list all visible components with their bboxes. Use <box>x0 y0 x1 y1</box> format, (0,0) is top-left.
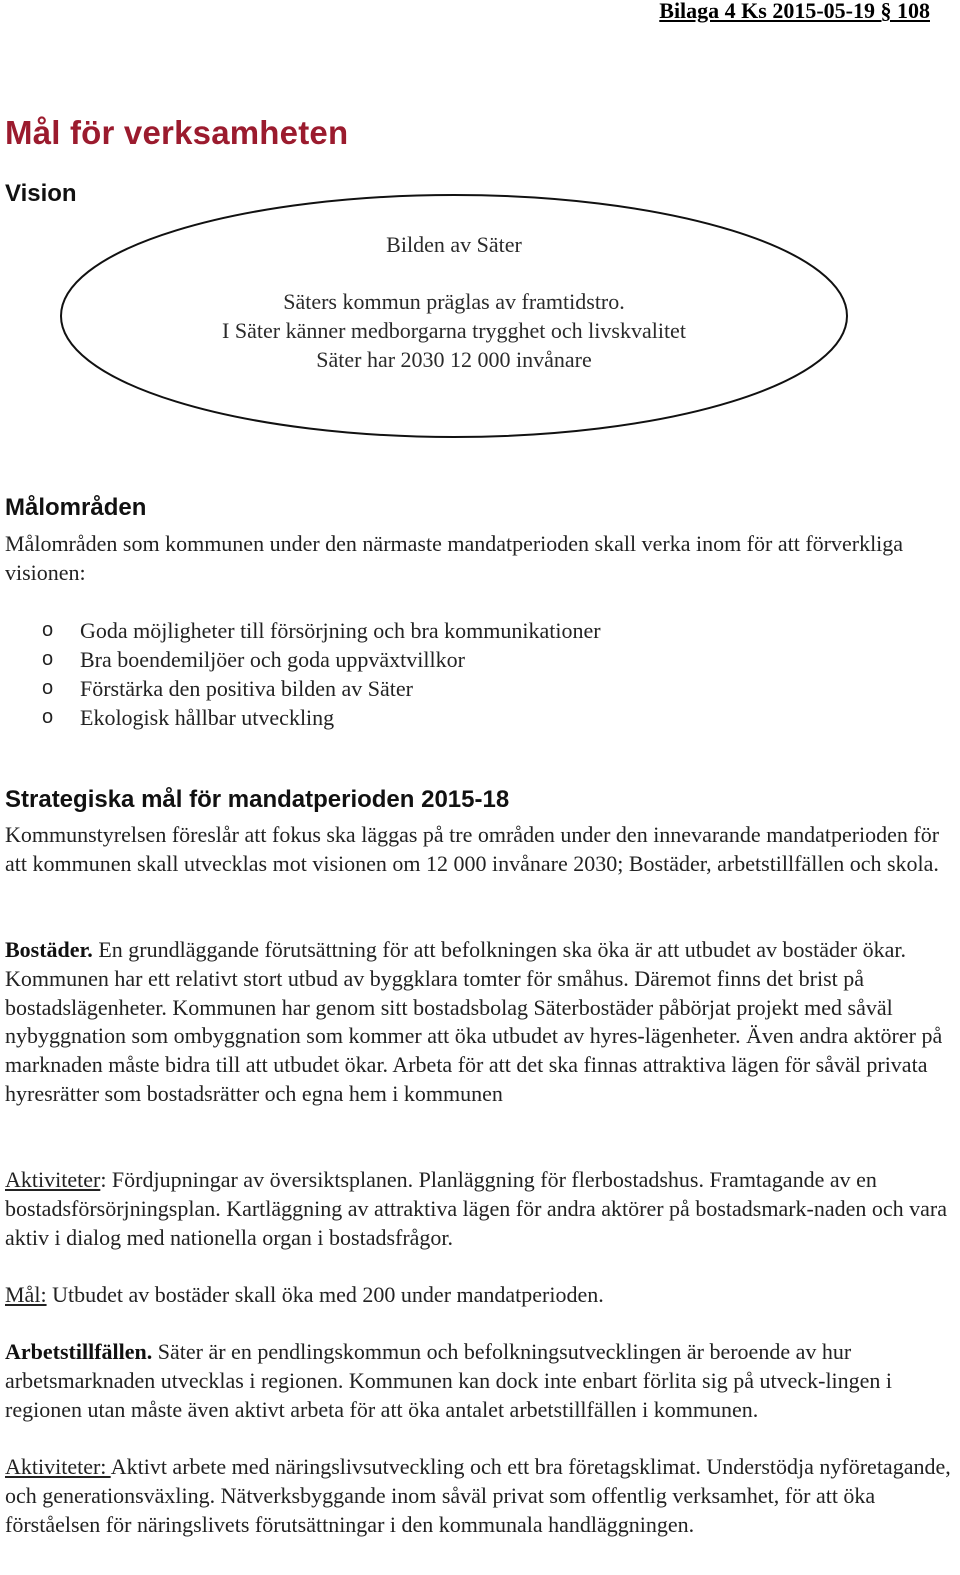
jobs-paragraph <box>5 1338 955 1424</box>
list-item-text: Ekologisk hållbar utveckling <box>80 705 335 730</box>
vision-line: Säters kommun präglas av framtidstro. <box>283 289 625 314</box>
malomraden-intro: Målområden som kommunen under den närmaste mandatperioden skall verka inom för att förverkliga visionen: <box>5 531 904 585</box>
housing-paragraph <box>5 936 955 1109</box>
list-item-text: Bra boendemiljöer och goda uppväxtvillkor <box>80 647 465 672</box>
goal-lead: Mål: <box>5 1282 47 1307</box>
activities-lead: Aktiviteter: <box>5 1454 111 1479</box>
activities-text: : Fördjupningar av översiktsplanen. Planläggning för flerbostadshus. Framtagande av en bostadsförsörjningsplan. Kartläggning av attraktiva lägen för andra aktörer på bostadsmark-naden och vara aktiv i dialog med nationella organ i bostadsfrågor. <box>5 1167 948 1250</box>
jobs-text: Säter är en pendlingskommun och befolkningsutvecklingen är beroende av hur arbetsmarknaden utvecklas i regionen. Kommunen kan dock inte enbart förlita sig på utveck-lingen i regionen utan måste även aktivt arbeta för att öka antalet arbetstillfällen i kommunen. <box>5 1339 893 1422</box>
vision-line: I Säter känner medborgarna trygghet och livskvalitet <box>222 318 686 343</box>
vision-line-title: Bilden av Säter <box>386 232 522 257</box>
goal-paragraph <box>5 1281 955 1310</box>
bullet-marker: o <box>42 677 54 699</box>
list-item <box>42 616 601 645</box>
goal-areas-list <box>42 616 601 732</box>
vision-heading: Vision <box>5 180 77 207</box>
document-reference: Bilaga 4 Ks 2015-05-19 § 108 <box>659 0 930 23</box>
list-item <box>42 674 601 703</box>
housing-lead: Bostäder. <box>5 937 93 962</box>
list-item <box>42 645 601 674</box>
goal-text: Utbudet av bostäder skall öka med 200 under mandatperioden. <box>46 1282 604 1307</box>
vision-line: Säter har 2030 12 000 invånare <box>316 347 592 372</box>
bullet-marker: o <box>42 706 54 728</box>
vision-ellipse <box>58 192 850 442</box>
list-item-text: Förstärka den positiva bilden av Säter <box>80 676 413 701</box>
list-item <box>42 703 601 732</box>
strategic-intro: Kommunstyrelsen föreslår att fokus ska läggas på tre områden under den innevarande mandatperioden för att kommunen skall utvecklas mot visionen om 12 000 invånare 2030; Bostäder, arbetstillfällen och skola. <box>5 822 940 876</box>
activities-text: Aktivt arbete med näringslivsutveckling och ett bra företagsklimat. Understödja nyföretagande, och generationsväxling. Nätverksbyggande inom såväl privat som offentlig verksamhet, för att öka förståelsen för näringslivets förutsättningar i den kommunala handläggningen. <box>5 1454 951 1537</box>
housing-text: En grundläggande förutsättning för att befolkningen ska öka är att utbudet av bostäder ökar. Kommunen har ett relativt stort utbud av byggklara tomter för småhus. Däremot finns det brist på bostadslägenheter. Kommunen har genom sitt bostadsbolag Säterbostäder påbörjat projekt med såväl nybyggnation som ombyggnation som kommer att öka utbudet av hyres-lägenheter. Även andra aktörer på marknaden måste bidra till att utbudet ökar. Arbeta för att det ska finnas attraktiva lägen för såväl privata hyresrätter som bostadsrätter och egna hem i kommunen <box>5 937 943 1106</box>
strategic-goals-heading: Strategiska mål för mandatperioden 2015-18 <box>5 786 510 813</box>
jobs-lead: Arbetstillfällen. <box>5 1339 153 1364</box>
bullet-marker: o <box>42 648 54 670</box>
activities-housing-paragraph <box>5 1166 955 1252</box>
activities-lead: Aktiviteter <box>5 1167 101 1192</box>
list-item-text: Goda möjligheter till försörjning och bra kommunikationer <box>80 618 601 643</box>
page-title: Mål för verksamheten <box>5 114 349 151</box>
bullet-marker: o <box>42 619 54 641</box>
malomraden-heading: Målområden <box>5 494 147 521</box>
activities-jobs-paragraph <box>5 1453 955 1539</box>
